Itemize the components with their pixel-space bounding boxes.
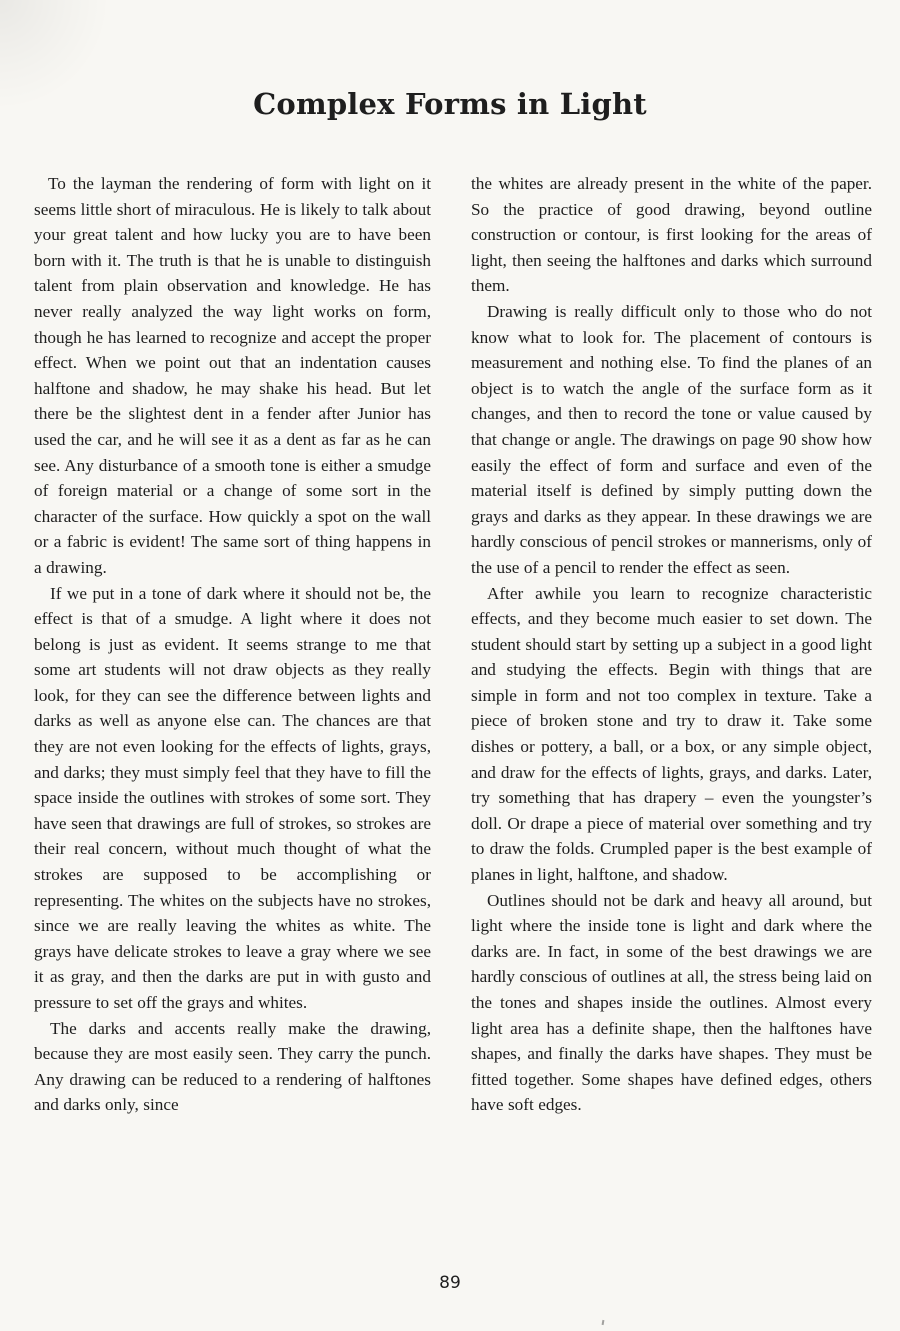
right-paragraph-3: After awhile you learn to recognize characteristic effects, and they become much easier to set down. The student should start by setting up a subject in a good light and studying the effects. Begin with things that are simple in form and not too complex in texture. Take a piece of broken stone and try to draw it. Take some dishes or pottery, a ball, or a box, or any simple object, and draw for the effects of lights, grays, and darks. Later, try something that has drapery – even the youngster’s doll. Or drape a piece of material over something and try to draw the folds. Crumpled paper is the best example of planes in light, halftone, and shadow. xyxy=(471,583,872,885)
left-paragraph-2: If we put in a tone of dark where it should not be, the effect is that of a smudge. A light where it does not belong is just as evident. It seems strange to me that some art students will not draw objects as they really look, for they can see the difference between lights and darks as well as anyone else can. The chances are that they are not even looking for the effects of lights, grays, and darks; they must simply feel that they have to fill the space inside the outlines with strokes of some sort. They have seen that drawings are full of strokes, so strokes are their real concern, without much thought of what the strokes are supposed to be accomplishing or representing. The whites on the subjects have no strokes, since we are really leaving the whites as white. The grays have delicate strokes to leave a gray where we see it as gray, and then the darks are put in with gusto and pressure to set off the grays and whites. xyxy=(34,583,431,1012)
left-paragraph-3: The darks and accents really make the drawing, because they are most easily seen. They carry the punch. Any drawing can be reduced to a rendering of halftones and darks only, since xyxy=(34,1018,431,1115)
paper-speck xyxy=(602,1320,605,1325)
right-paragraph-4: Outlines should not be dark and heavy all around, but light where the inside tone is light and dark where the darks are. In fact, in some of the best drawings we are hardly conscious of outlines at all, the stress being laid on the tones and shapes inside the outlines. Almost every light area has a definite shape, then the halftones have shapes, and finally the darks have shapes. They must be fitted together. Some shapes have defined edges, others have soft edges. xyxy=(471,890,872,1115)
page-number: 89 xyxy=(439,1273,461,1293)
right-text-column xyxy=(471,171,872,1118)
left-paragraph-1: To the layman the rendering of form with light on it seems little short of miraculous. He is likely to talk about your great talent and how lucky you are to have been born with it. The truth is that he is unable to distinguish talent from plain observation and knowledge. He has never really analyzed the way light works on form, though he has learned to recognize and accept the proper effect. When we point out that an indentation causes halftone and shadow, he may shake his head. But let there be the slightest dent in a fender after Junior has used the car, and he will see it as a dent as far as he can see. Any disturbance of a smooth tone is either a smudge of foreign material or a change of some sort in the character of the surface. How quickly a spot on the wall or a fabric is evident! The same sort of thing happens in a drawing. xyxy=(34,174,431,577)
right-paragraph-1: the whites are already present in the white of the paper. So the practice of good drawing, beyond outline construction or contour, is first looking for the areas of light, then seeing the halftones and darks which surround them. xyxy=(471,174,872,296)
page-title: Complex Forms in Light xyxy=(253,87,647,121)
left-text-column xyxy=(34,171,431,1118)
right-paragraph-2: Drawing is really difficult only to those who do not know what to look for. The placement of contours is measurement and nothing else. To find the planes of an object is to watch the angle of the surface form as it changes, and then to record the tone or value caused by that change or angle. The drawings on page 90 show how easily the effect of form and surface and even of the material itself is defined by simply putting down the grays and darks as they appear. In these drawings we are hardly conscious of pencil strokes or mannerisms, only of the use of a pencil to render the effect as seen. xyxy=(471,301,872,577)
